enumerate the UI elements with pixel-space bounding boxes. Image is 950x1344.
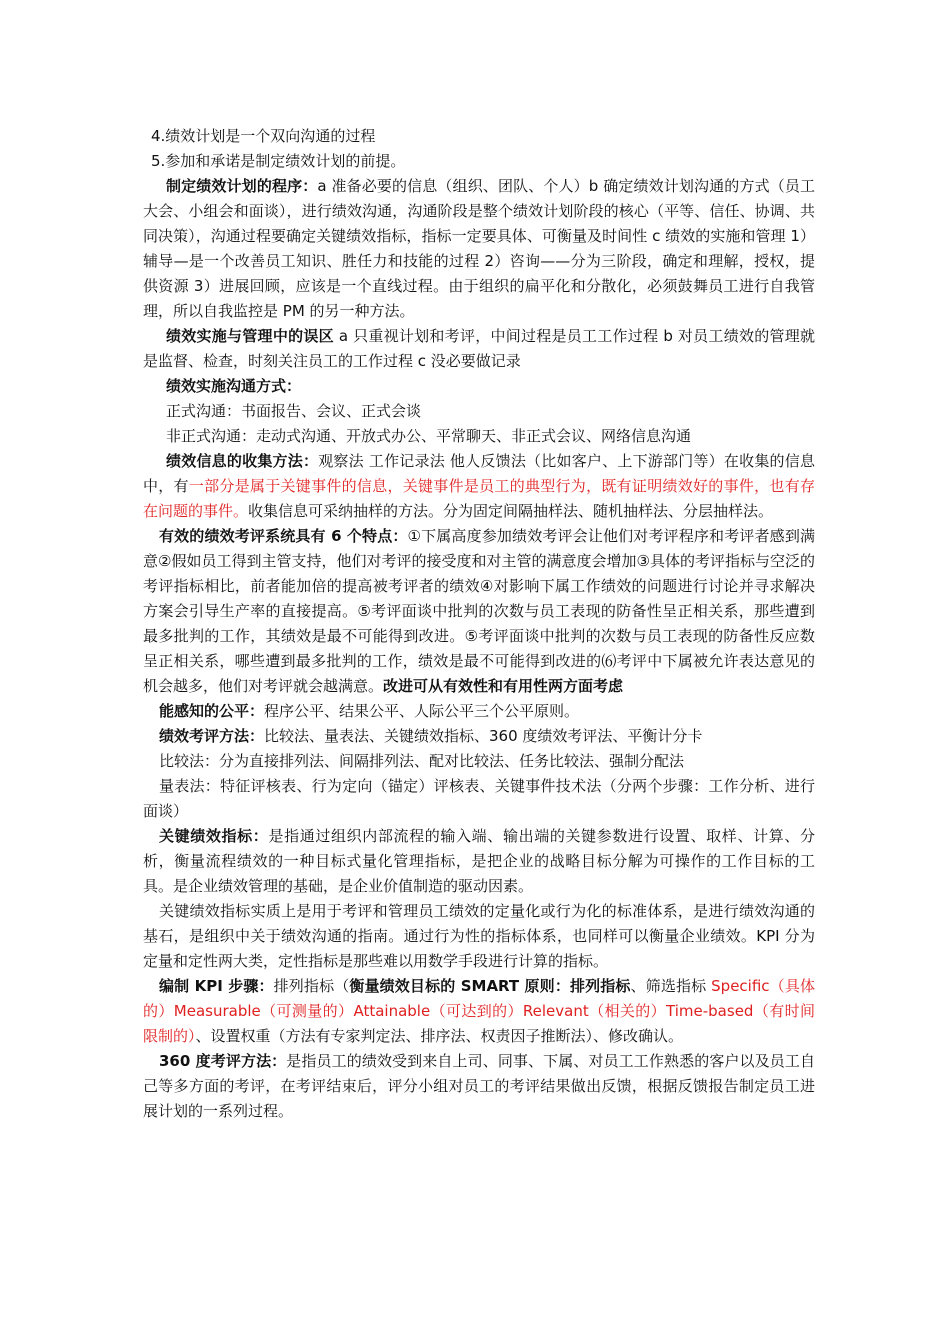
text: ①下属高度参加绩效考评会让他们对考评程序和考评者感到满意②假如员工得到主管支持，他们对考评的接受度和对主管的满意度会增加③具体的考评指标与空泛的考评指标相比，前者能加倍的提高被考评者的绩效④对影响下属工作绩效的问题进行讨论并寻求解决方案会引导生产率的直接提高。⑤考评面谈中批判的次数与员工表现的防备性呈正相关系，那些遭到最多批判的工作，其绩效是最不可能得到改进。⑤考评面谈中批判的次数与员工表现的防备性反应数呈正相关系，哪些遭到最多批判的工作，绩效是最不可能得到改进的⑹考评中下属被允许表达意见的机会越多，他们对考评就会越满意。	[143, 527, 815, 695]
bold-text: 衡量绩效目标的 SMART 原则：排列指标	[349, 977, 631, 995]
text: 比较法：分为直接排列法、间隔排列法、配对比较法、任务比较法、强制分配法	[159, 752, 685, 770]
paragraph-communication-methods	[143, 374, 815, 399]
highlighted-text: Specific（具体的）Measurable（可测量的）Attainable（可达到的）Relevant（相关的）Time-based（有时间限制的）	[143, 977, 815, 1045]
paragraph-360-method	[143, 1049, 815, 1124]
paragraph-kpi-essence	[143, 899, 815, 974]
text: 正式沟通：书面报告、会议、正式会谈	[166, 402, 422, 420]
bold-text: 改进可从有效性和有用性两方面考虑	[383, 677, 624, 695]
heading-inline: 绩效实施与管理中的误区	[166, 327, 334, 345]
text: 5.参加和承诺是制定绩效计划的前提。	[151, 152, 406, 170]
paragraph-4	[143, 124, 815, 149]
heading-inline: 绩效信息的收集方法：	[166, 452, 319, 470]
text: 排列指标（	[273, 977, 350, 995]
highlighted-text: 一部分是属于关键事件的信息，关键事件是员工的典型行为，既有证明绩效好的事件，也有存在问题的事件。	[143, 477, 815, 520]
paragraph-scale-method	[143, 774, 815, 824]
text: 是指员工的绩效受到来自上司、同事、下属、对员工工作熟悉的客户以及员工自己等多方面的考评，在考评结束后，评分小组对员工的考评结果做出反馈，根据反馈报告制定员工进展计划的一系列过程。	[143, 1052, 815, 1120]
text: 量表法：特征评核表、行为定向（锚定）评核表、关键事件技术法（分两个步骤：工作分析、进行面谈）	[143, 777, 815, 820]
paragraph-plan-procedure	[143, 174, 815, 324]
text: 比较法、量表法、关键绩效指标、360 度绩效考评法、平衡计分卡	[264, 727, 703, 745]
paragraph-kpi-definition	[143, 824, 815, 899]
heading-inline: 360 度考评方法：	[159, 1052, 287, 1070]
text: 收集信息可采纳抽样的方法。分为固定间隔抽样法、随机抽样法、分层抽样法。	[248, 502, 774, 520]
text: 、筛选指标	[630, 977, 712, 995]
text: 4.绩效计划是一个双向沟通的过程	[151, 127, 376, 145]
paragraph-six-features	[143, 524, 815, 699]
paragraph-info-collection	[143, 449, 815, 524]
heading-inline: 制定绩效计划的程序：	[166, 177, 318, 195]
paragraph-formal-communication	[143, 399, 815, 424]
text: a 只重视计划和考评，中间过程是员工工作过程 b 对员工绩效的管理就是监督、检查，时刻关注员工的工作过程 c 没必要做记录	[143, 327, 815, 370]
text: 观察法 工作记录法 他人反馈法（比如客户、上下游部门等）在收集的信息中，有	[143, 452, 815, 495]
heading-inline: 能感知的公平：	[159, 702, 265, 720]
text: 程序公平、结果公平、人际公平三个公平原则。	[264, 702, 580, 720]
paragraph-kpi-steps	[143, 974, 815, 1049]
text: 关键绩效指标实质上是用于考评和管理员工绩效的定量化或行为化的标准体系，是进行绩效沟通的基石，是组织中关于绩效沟通的指南。通过行为性的指标体系，也同样可以衡量企业绩效。KPI 分为定量和定性两大类，定性指标是那些难以用数学手段进行计算的指标。	[143, 902, 815, 970]
text: 是指通过组织内部流程的输入端、输出端的关键参数进行设置、取样、计算、分析，衡量流程绩效的一种目标式量化管理指标，是把企业的战略目标分解为可操作的工作目标的工具。是企业绩效管理的基础，是企业价值制造的驱动因素。	[143, 827, 815, 895]
paragraph-5	[143, 149, 815, 174]
text: a 准备必要的信息（组织、团队、个人）b 确定绩效计划沟通的方式（员工大会、小组会和面谈），进行绩效沟通，沟通阶段是整个绩效计划阶段的核心（平等、信任、协调、共同决策），沟通过程要确定关键绩效指标，指标一定要具体、可衡量及时间性 c 绩效的实施和管理 1）辅导—是一个改善员工知识、胜任力和技能的过程 2）咨询——分为三阶段，确定和理解，授权，提供资源 3）进展回顾，应该是一个直线过程。由于组织的扁平化和分散化，必须鼓舞员工进行自我管理，所以自我监控是 PM 的另一种方法。	[143, 177, 815, 320]
text: 、设置权重（方法有专家判定法、排序法、权责因子推断法）、修改确认。	[195, 1027, 684, 1045]
paragraph-informal-communication	[143, 424, 815, 449]
heading-inline: 绩效考评方法：	[159, 727, 265, 745]
heading-inline: 关键绩效指标：	[159, 827, 269, 845]
paragraph-fairness	[143, 699, 815, 724]
heading-inline: 有效的绩效考评系统具有 6 个特点：	[159, 527, 408, 545]
heading-inline: 编制 KPI 步骤：	[159, 977, 274, 995]
text: 非正式沟通：走动式沟通、开放式办公、平常聊天、非正式会议、网络信息沟通	[166, 427, 692, 445]
paragraph-evaluation-methods	[143, 724, 815, 749]
document-page	[143, 124, 815, 1124]
paragraph-comparison-method	[143, 749, 815, 774]
heading-inline: 绩效实施沟通方式：	[166, 377, 302, 395]
paragraph-misconceptions	[143, 324, 815, 374]
